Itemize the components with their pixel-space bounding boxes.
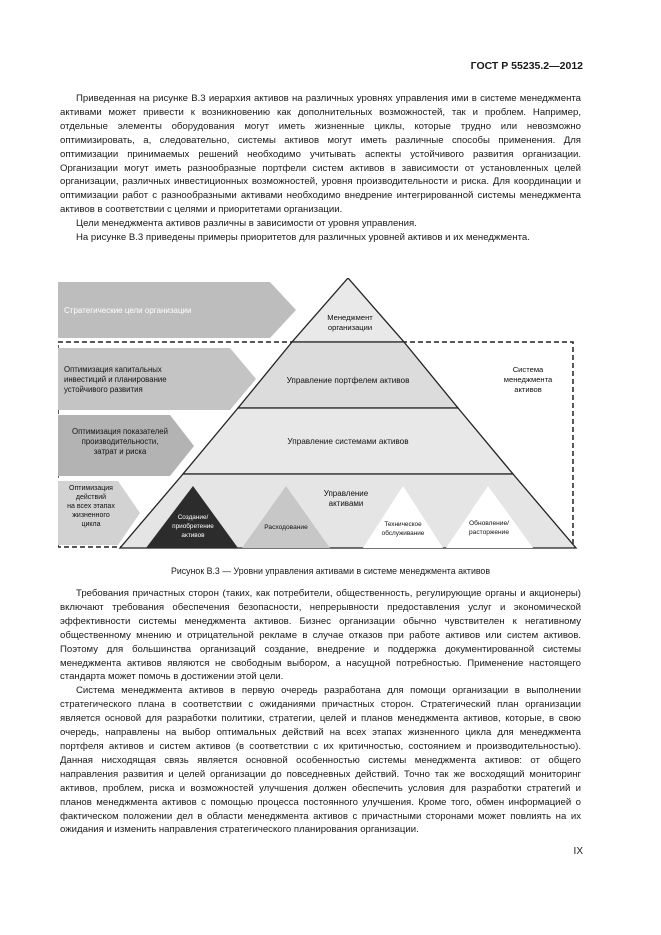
system-label-line: Система <box>512 365 544 374</box>
arrow-capital-label-line: инвестиций и планирование <box>64 375 167 384</box>
lifecycle-maintain-label-line: Техническое <box>384 521 422 528</box>
paragraph: Цели менеджмента активов различны в зависимости от уровня управления. <box>76 218 417 230</box>
lifecycle-create-label-line: Создание/ <box>177 514 209 521</box>
pyramid-assets-label-line: Управление <box>323 489 369 498</box>
arrow-capital-label-line: Оптимизация капитальных <box>64 365 162 374</box>
system-label-line: активов <box>514 385 542 394</box>
arrow-lifecycle-label-line: жизненного <box>72 512 110 519</box>
system-label-line: менеджмента <box>503 375 553 384</box>
paragraph: Система менеджмента активов в первую очередь разработана для помощи организации в выполнении стратегического плана в соответствии с ожиданиями причастных сторон. Стратегический план организации является основой для разработки политики, стратегии, целей и планов менеджмента активов, которые, в свою очередь, направлены на выбор оптимальных действий на всех этапах жизненного цикла для менеджмента портфеля активов и систем активов (в соответствии с их критичностью, состоянием и производительностью). Данная нисходящая связь является основной особенностью системы менеджмента активов: от общего направления развития и целей организации до повседневных действий. Точно так же восходящий мониторинг активов, проблем, риска и возможностей улучшения должен обеспечить условия для разработки стратегий и планов менеджмента активов с помощью процесса постоянного улучшения. Кроме того, обмен информацией о фактическом положении дел в области менеджмента активов с причастными сторонами может повлиять на их ожидания и изменить направления стратегического планирования организации. <box>60 685 581 836</box>
arrow-performance-label-line: затрат и риска <box>93 447 147 456</box>
lifecycle-renew-label-line: Обновление/ <box>469 520 509 527</box>
lifecycle-maintain-label-line: обслуживание <box>381 530 425 537</box>
pyramid-portfolio-band <box>238 342 458 408</box>
arrow-lifecycle-label-line: Оптимизация <box>69 485 113 492</box>
lifecycle-create-label-line: активов <box>181 532 205 539</box>
paragraph: На рисунке В.3 приведены примеры приоритетов для различных уровней активов и их менеджмента. <box>76 232 530 244</box>
standard-header: ГОСТ Р 55235.2—2012 <box>470 60 583 72</box>
arrow-performance-label-line: Оптимизация показателей <box>72 427 168 436</box>
figure-caption: Рисунок В.3 — Уровни управления активами в системе менеджмента активов <box>171 566 490 576</box>
pyramid-portfolio-label: Управление портфелем активов <box>286 376 410 385</box>
arrow-lifecycle-label-line: на всех этапах <box>67 503 115 510</box>
lifecycle-create-label-line: приобретение <box>172 523 214 530</box>
paragraph: Требования причастных сторон (таких, как потребители, общественность, регулирующие органы и акционеры) включают требования обеспечения безопасности, непрерывности предоставления услуг и экономической эффективности системы менеджмента активов. Бизнес организации обычно чувствителен к негативному общественному мнению и отрицательной рекламе в случае отказов при работе активов или систем активов. Поэтому для большинства организаций создание, внедрение и поддержка документированной системы менеджмента активов являются не свободным выбором, а насущной потребностью. Применение настоящего стандарта может помочь в достижении этой цели. <box>60 588 581 683</box>
page-number: IX <box>573 846 583 857</box>
pyramid-top <box>292 278 404 342</box>
arrow-capital-label-line: устойчивого развития <box>64 385 143 394</box>
pyramid-systems-label: Управление системами активов <box>287 437 409 446</box>
pyramid-assets-label-line: активами <box>328 499 364 508</box>
arrow-performance-label-line: производительности, <box>81 437 159 446</box>
pyramid-top-label-line: Менеджмент <box>327 313 373 322</box>
lifecycle-renew-label-line: расторжение <box>469 529 509 536</box>
arrow-strategic-label: Стратегические цели организации <box>64 306 192 315</box>
lifecycle-use-label: Расходование <box>264 524 308 531</box>
pyramid-top-label-line: организации <box>327 323 373 332</box>
paragraph: Приведенная на рисунке В.3 иерархия активов на различных уровнях управления ими в системе менеджмента активами может привести к возникновению как дополнительных возможностей, так и проблем. Например, отдельные элементы оборудования могут иметь жизненные циклы, которые трудно или невозможно оптимизировать, а, следовательно, системы активов могут иметь различные способы применения. Для оптимизации принимаемых решений необходимо учитывать аспекты устойчивого развития организации. Организации могут иметь разнообразные портфели систем активов в зависимости от установленных целей организации, различных инвестиционных возможностей, уровня производительности и риска. Для координации и оптимизации работ с разнообразными активами необходимо внедрение интегрированной системы менеджмента активов в соответствии с целями и приоритетами организации. <box>60 93 581 216</box>
body-text <box>60 587 581 837</box>
asset-management-pyramid-figure <box>58 278 588 560</box>
intro-text <box>60 92 581 245</box>
arrow-lifecycle-label-line: действий <box>75 494 107 501</box>
arrow-lifecycle-label-line: цикла <box>81 521 101 528</box>
pyramid-diagram <box>58 278 588 560</box>
